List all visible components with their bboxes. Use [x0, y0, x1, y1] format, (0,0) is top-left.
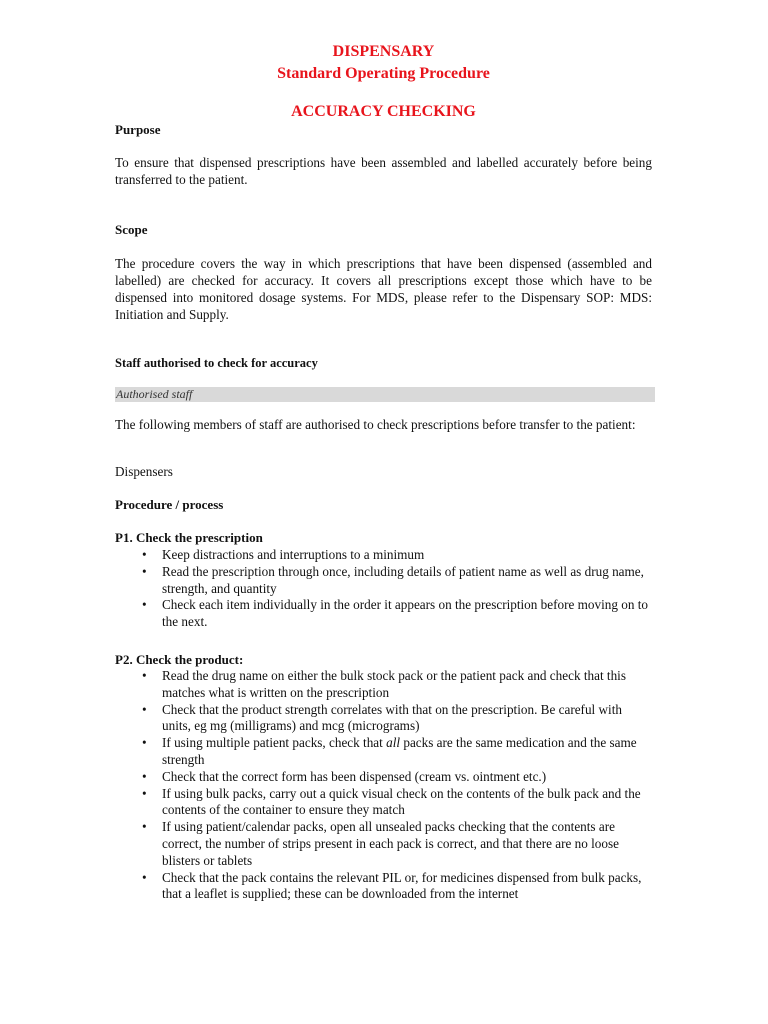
heading-purpose: Purpose — [115, 122, 161, 137]
bullet-icon: • — [142, 701, 147, 717]
bullet-icon: • — [142, 735, 147, 751]
p2-list — [115, 668, 652, 903]
list-item: • Check that the pack contains the relevant PIL or, for medicines dispensed from bulk packs, that a leaflet is supplied; these can be downloaded from the internet — [142, 869, 642, 902]
list-item: • Check that the product strength correlates with that on the prescription. Be careful with units, eg mg (milligrams) and mcg (micrograms) — [142, 701, 622, 734]
staff-role: Dispensers — [115, 464, 173, 479]
header-dispensary: DISPENSARY — [332, 43, 435, 60]
list-item: • Check that the correct form has been dispensed (cream vs. ointment etc.) — [142, 768, 547, 784]
p1-list — [115, 547, 652, 631]
purpose-text: To ensure that dispensed prescriptions have been assembled and labelled accurately before being transferred to the patient. — [115, 155, 652, 187]
list-item: • Keep distractions and interruptions to a minimum — [142, 547, 425, 562]
heading-procedure: Procedure / process — [115, 497, 224, 512]
bullet-icon: • — [142, 547, 147, 562]
bullet-icon: • — [142, 768, 147, 784]
document-title: ACCURACY CHECKING — [291, 103, 476, 120]
bullet-icon: • — [142, 819, 147, 835]
staff-text: The following members of staff are authorised to check prescriptions before transfer to the patient: — [115, 417, 636, 432]
list-item: • If using patient/calendar packs, open all unsealed packs checking that the contents are correct, the number of strips present in each pack is correct, and that there are no loose blisters or tablets — [142, 819, 619, 868]
heading-staff: Staff authorised to check for accuracy — [115, 356, 318, 370]
emphasis-all: all — [386, 735, 401, 751]
heading-p2: P2. Check the product: — [115, 652, 244, 667]
bullet-icon: • — [142, 597, 147, 613]
list-item: • Check each item individually in the order it appears on the prescription before moving on to the next. — [142, 597, 648, 630]
heading-p1: P1. Check the prescription — [115, 530, 263, 545]
bullet-icon: • — [142, 563, 147, 579]
bullet-icon: • — [142, 869, 147, 885]
heading-scope: Scope — [115, 222, 148, 237]
bullet-icon: • — [142, 785, 147, 801]
list-item: • Read the drug name on either the bulk stock pack or the patient pack and check that this matches what is written on the prescription — [142, 668, 626, 700]
scope-text: The procedure covers the way in which prescriptions that have been dispensed (assembled and labelled) are checked for accuracy. It covers all prescriptions except those which have to be dispensed into monitored dosage systems. For MDS, please refer to the Dispensary SOP: MDS: Initiation and Supply. — [115, 256, 652, 322]
list-item: • If using multiple patient packs, check that all packs are the same medication and the same strength — [142, 735, 637, 767]
header-sop: Standard Operating Procedure — [277, 65, 490, 82]
bullet-icon: • — [142, 668, 147, 683]
authorised-staff-band: Authorised staff — [115, 387, 655, 402]
list-item: • If using bulk packs, carry out a quick visual check on the contents of the bulk pack and the contents of the container to ensure they match — [142, 785, 641, 818]
list-item: • Read the prescription through once, including details of patient name as well as drug name, strength, and quantity — [142, 563, 644, 596]
